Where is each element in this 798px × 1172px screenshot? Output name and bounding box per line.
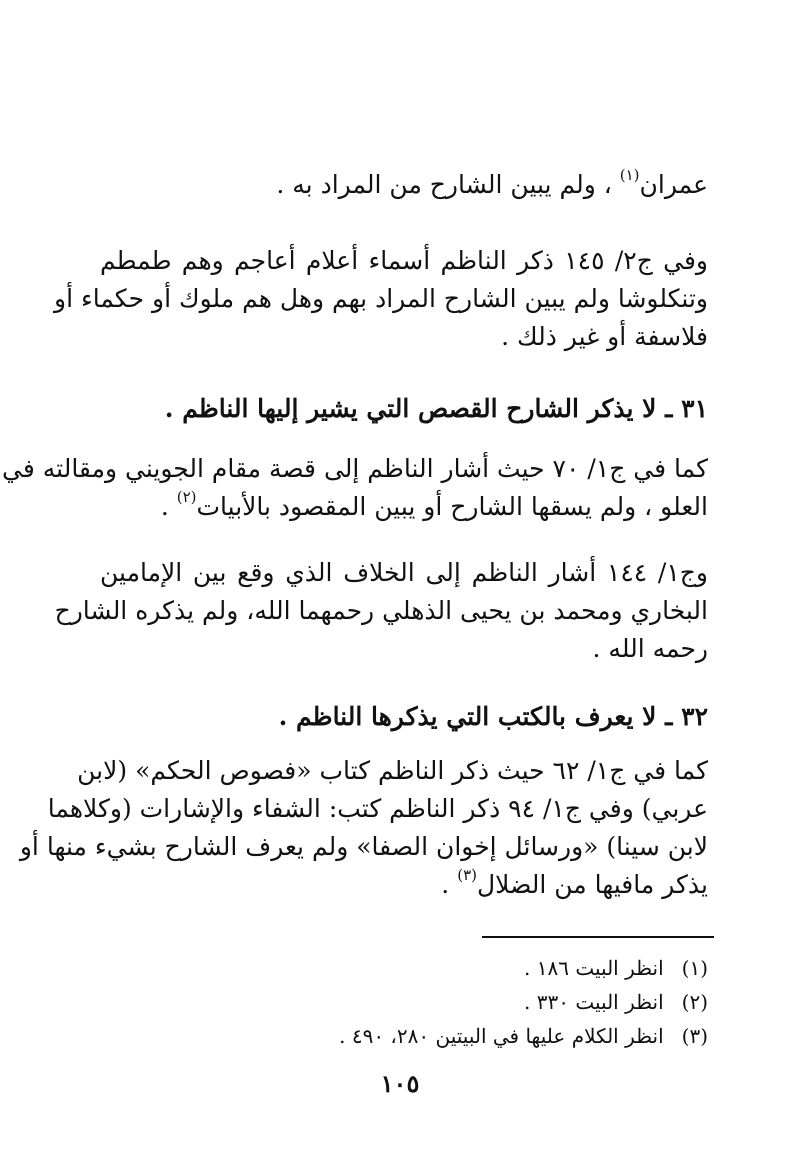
footnote-number: (٣): [681, 1024, 708, 1048]
footnote-number: (٢): [681, 990, 708, 1014]
footnote-text: انظر البيت ١٨٦ .: [524, 956, 664, 980]
section-heading: ٣٢ ـ لا يعرف بالكتب التي يذكرها الناظم .: [278, 702, 708, 731]
body-line: عمران$^{(١)}$ ، ولم يبين الشارح من المراد به .: [276, 165, 708, 199]
body-line: العلو ، ولم يسقها الشارح أو يبين المقصود بالأبيات$^{(٢)}$ .: [160, 487, 708, 521]
body-line: يذكر مافيها من الضلال$^{(٣)}$ .: [441, 865, 708, 899]
footnote-reference: (٣): [457, 865, 477, 884]
footnote-reference: (٢): [176, 487, 197, 506]
body-line: البخاري ومحمد بن يحيى الذهلي رحمهما الله، ولم يذكره الشارح: [54, 596, 708, 625]
body-line: وفي ج٢/ ١٤٥ ذكر الناظم أسماء أعلام أعاجم وهم طمطم: [100, 246, 708, 275]
body-line: رحمه الله .: [592, 634, 708, 663]
body-line: وتنكلوشا ولم يبين الشارح المراد بهم وهل هم ملوك أو حكماء أو: [54, 284, 708, 313]
section-heading: ٣١ ـ لا يذكر الشارح القصص التي يشير إليها الناظم .: [164, 394, 708, 423]
body-line: كما في ج١/ ٧٠ حيث أشار الناظم إلى قصة مقام الجويني ومقالته في: [2, 454, 708, 483]
body-line: وج١/ ١٤٤ أشار الناظم إلى الخلاف الذي وقع بين الإمامين: [100, 558, 708, 587]
body-line: عربي) وفي ج١/ ٩٤ ذكر الناظم كتب: الشفاء والإشارات (وكلاهما: [47, 794, 708, 823]
page-number: ١٠٥: [380, 1069, 420, 1098]
body-line: فلاسفة أو غير ذلك .: [501, 322, 708, 351]
body-line: لابن سينا) «ورسائل إخوان الصفا» ولم يعرف الشارح بشيء منها أو: [19, 832, 708, 861]
footnote-separator: [482, 936, 714, 938]
footnote: [300, 954, 708, 982]
footnote: [300, 1022, 708, 1050]
footnote-text: انظر البيت ٣٣٠ .: [524, 990, 664, 1014]
footnote-reference: (١): [619, 165, 640, 184]
footnote-number: (١): [681, 956, 708, 980]
body-line: كما في ج١/ ٦٢ حيث ذكر الناظم كتاب «فصوص الحكم» (لابن: [77, 756, 708, 785]
footnote: [300, 988, 708, 1016]
footnote-text: انظر الكلام عليها في البيتين ٢٨٠، ٤٩٠ .: [339, 1024, 664, 1048]
